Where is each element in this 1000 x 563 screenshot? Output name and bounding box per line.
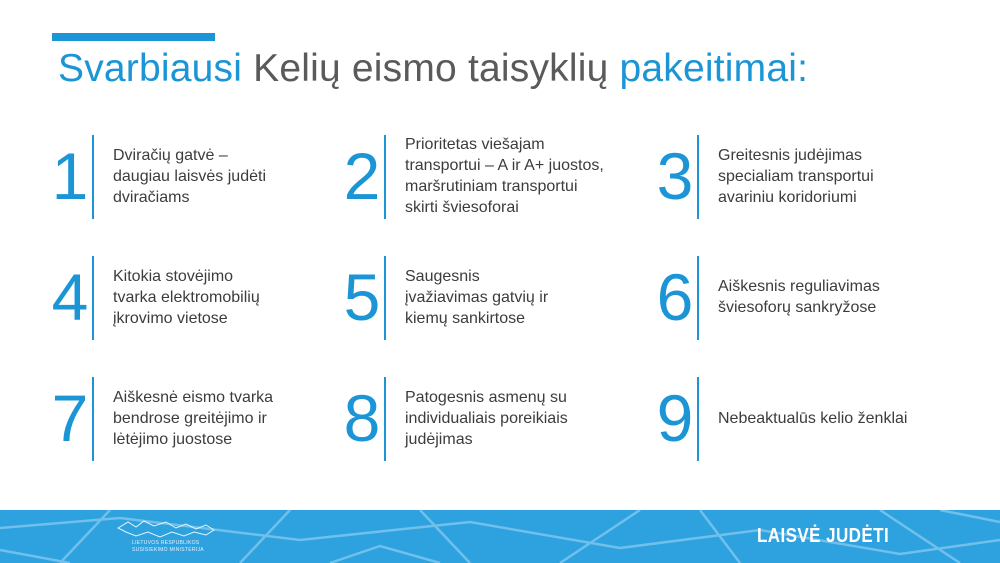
item-number: 8 <box>343 381 381 455</box>
title-part-2: Kelių eismo taisyklių <box>253 47 609 90</box>
ministry-logo <box>114 518 224 558</box>
divider-line <box>384 256 386 340</box>
item-text: Aiškesnis reguliavimas šviesoforų sankryžose <box>718 278 880 316</box>
divider-line <box>697 135 699 219</box>
item-text: Dviračių gatvė – daugiau laisvės judėti dviračiams <box>113 146 266 206</box>
divider-line <box>384 377 386 461</box>
ministry-logo-text: LIETUVOS RESPUBLIKOS SUSISIEKIMO MINISTERIJA <box>132 540 204 553</box>
divider-line <box>92 377 94 461</box>
item-text: Greitesnis judėjimas specialiam transportui avariniu koridoriumi <box>718 146 874 206</box>
divider-line <box>697 256 699 340</box>
map-outline-icon <box>114 518 224 540</box>
item-number: 4 <box>51 260 89 334</box>
divider-line <box>697 377 699 461</box>
divider-line <box>384 135 386 219</box>
item-number: 5 <box>343 260 381 334</box>
item-number: 3 <box>656 139 694 213</box>
item-number: 6 <box>656 260 694 334</box>
item-number: 1 <box>51 139 89 213</box>
item-text: Prioritetas viešajam transportui – A ir A+ juostos, maršrutiniam transportui skirti šviesoforai <box>405 136 604 216</box>
item-number: 9 <box>656 381 694 455</box>
item-text: Kitokia stovėjimo tvarka elektromobilių įkrovimo vietose <box>113 267 260 327</box>
item-text: Aiškesnė eismo tvarka bendrose greitėjimo ir lėtėjimo juostose <box>113 388 274 448</box>
page-title <box>58 47 808 91</box>
title-part-1: Svarbiausi <box>58 47 243 90</box>
title-part-3: pakeitimai: <box>619 47 809 90</box>
item-text: Saugesnis įvažiavimas gatvių ir kiemų sankirtose <box>405 267 549 327</box>
slogan: LAISVĖ JUDĖTI <box>757 525 890 547</box>
item-number: 2 <box>343 139 381 213</box>
title-accent-bar <box>52 33 215 41</box>
divider-line <box>92 256 94 340</box>
divider-line <box>92 135 94 219</box>
item-number: 7 <box>51 381 89 455</box>
item-text: Patogesnis asmenų su individualiais poreikiais judėjimas <box>405 388 568 448</box>
item-text: Nebeaktualūs kelio ženklai <box>718 409 908 427</box>
